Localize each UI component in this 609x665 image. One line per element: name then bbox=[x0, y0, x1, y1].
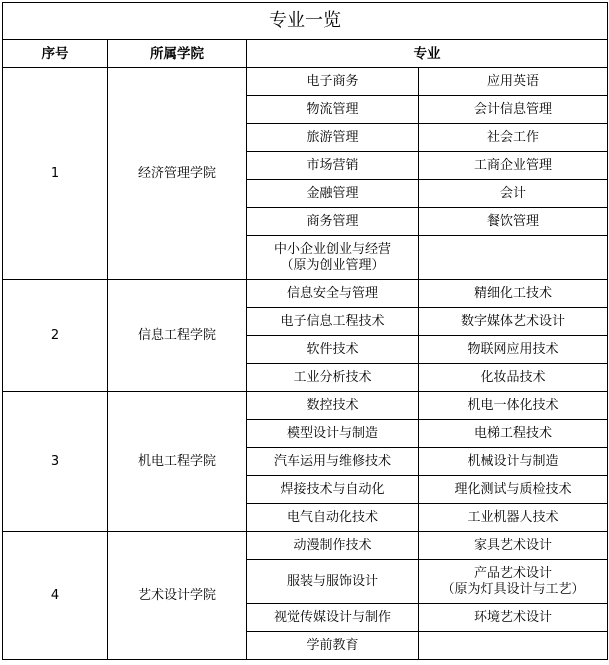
major-cell: 餐饮管理 bbox=[419, 208, 608, 236]
major-cell: 视觉传媒设计与制作 bbox=[247, 604, 419, 632]
major-cell: 信息安全与管理 bbox=[247, 280, 419, 308]
major-cell: 市场营销 bbox=[247, 152, 419, 180]
major-cell: 家具艺术设计 bbox=[419, 532, 608, 560]
table-row bbox=[3, 392, 608, 420]
header-college: 所属学院 bbox=[108, 40, 247, 68]
college-name: 信息工程学院 bbox=[108, 280, 247, 392]
major-cell: 会计 bbox=[419, 180, 608, 208]
major-cell: 物流管理 bbox=[247, 96, 419, 124]
major-cell: 服装与服饰设计 bbox=[247, 560, 419, 604]
major-cell: 社会工作 bbox=[419, 124, 608, 152]
major-cell: 软件技术 bbox=[247, 336, 419, 364]
table-row bbox=[3, 532, 608, 560]
major-cell: 化妆品技术 bbox=[419, 364, 608, 392]
major-cell: 理化测试与质检技术 bbox=[419, 476, 608, 504]
college-number: 4 bbox=[3, 532, 108, 660]
major-cell: 精细化工技术 bbox=[419, 280, 608, 308]
header-no: 序号 bbox=[3, 40, 108, 68]
major-cell: 金融管理 bbox=[247, 180, 419, 208]
major-cell: 学前教育 bbox=[247, 632, 419, 660]
major-cell: 电梯工程技术 bbox=[419, 420, 608, 448]
major-cell: 中小企业创业与经营 （原为创业管理） bbox=[247, 236, 419, 280]
major-cell: 应用英语 bbox=[419, 68, 608, 96]
college-number: 3 bbox=[3, 392, 108, 532]
table-title: 专业一览 bbox=[3, 3, 608, 40]
major-cell: 机电一体化技术 bbox=[419, 392, 608, 420]
table-row bbox=[3, 280, 608, 308]
college-name: 机电工程学院 bbox=[108, 392, 247, 532]
major-cell: 电子信息工程技术 bbox=[247, 308, 419, 336]
major-cell: 商务管理 bbox=[247, 208, 419, 236]
major-cell: 电子商务 bbox=[247, 68, 419, 96]
major-cell: 物联网应用技术 bbox=[419, 336, 608, 364]
college-number: 1 bbox=[3, 68, 108, 280]
major-cell: 旅游管理 bbox=[247, 124, 419, 152]
major-cell: 机械设计与制造 bbox=[419, 448, 608, 476]
table-row bbox=[3, 68, 608, 96]
college-number: 2 bbox=[3, 280, 108, 392]
major-cell: 工业机器人技术 bbox=[419, 504, 608, 532]
majors-table bbox=[2, 2, 608, 660]
major-cell: 环境艺术设计 bbox=[419, 604, 608, 632]
header-major: 专业 bbox=[247, 40, 608, 68]
major-cell: 电气自动化技术 bbox=[247, 504, 419, 532]
major-cell: 汽车运用与维修技术 bbox=[247, 448, 419, 476]
major-cell: 数控技术 bbox=[247, 392, 419, 420]
major-cell bbox=[419, 632, 608, 660]
major-cell: 数字媒体艺术设计 bbox=[419, 308, 608, 336]
major-cell: 模型设计与制造 bbox=[247, 420, 419, 448]
major-cell bbox=[419, 236, 608, 280]
major-cell: 会计信息管理 bbox=[419, 96, 608, 124]
major-cell: 工商企业管理 bbox=[419, 152, 608, 180]
major-cell: 动漫制作技术 bbox=[247, 532, 419, 560]
major-cell: 产品艺术设计 （原为灯具设计与工艺） bbox=[419, 560, 608, 604]
college-name: 经济管理学院 bbox=[108, 68, 247, 280]
college-name: 艺术设计学院 bbox=[108, 532, 247, 660]
major-cell: 焊接技术与自动化 bbox=[247, 476, 419, 504]
major-cell: 工业分析技术 bbox=[247, 364, 419, 392]
